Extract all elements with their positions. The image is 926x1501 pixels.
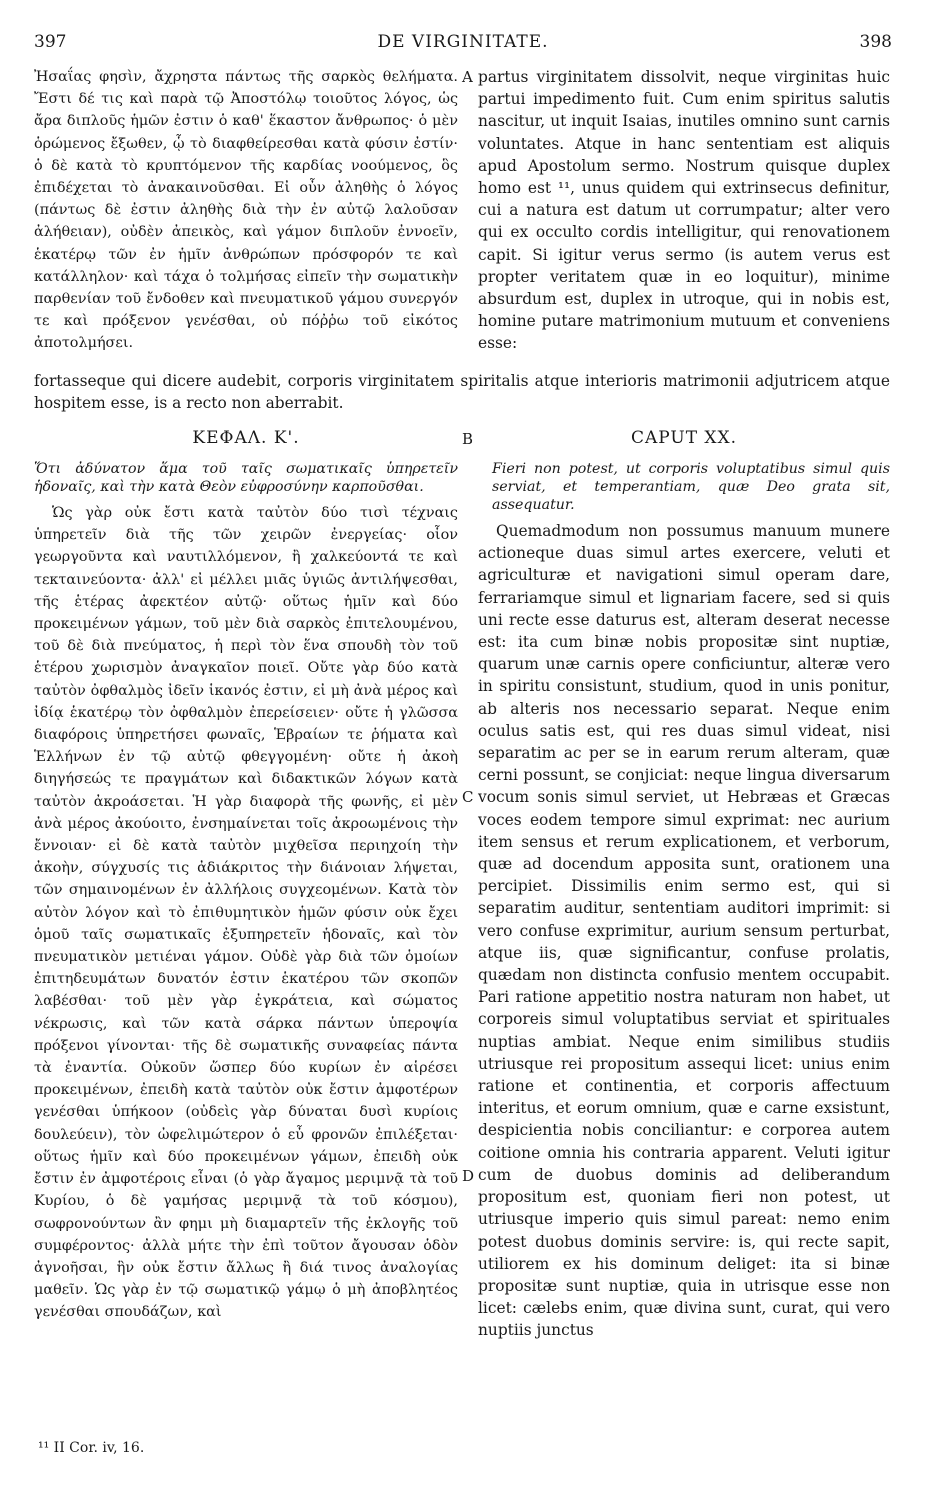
latin-paragraph-top: partus virginitatem dissolvit, neque virginitas huic partui impedimento fuit. Cum enim spiritus salutis nascitur, ut inquit Isaias, inutiles omnino sunt carnis voluntates. Atque in hanc sententiam est aliquis apud Apostolum sermo. Nostrum quisque duplex homo est ¹¹, unus quidem qui extrinsecus definitur, cui a natura est datum ut corrumpatur; alter vero qui ex occulto cordis intelligitur, qui renovationem capit. Si igitur verus sermo (is autem verus est propter veritatem quæ in eo loquitur), minime absurdum est, duplex in utroque, qui in nobis est, homine putare matrimonium mutuum et conveniens esse: bbox=[478, 68, 890, 353]
margin-marker-a: A bbox=[462, 68, 473, 86]
latin-chapter-summary: Fieri non potest, ut corporis voluptatibus simul quis serviat, et temperantiam, quæ Deo grata sit, assequatur. bbox=[492, 461, 890, 513]
greek-paragraph-top: Ἠσαΐας φησὶν, ἄχρηστα πάντως τῆς σαρκὸς θελήματα. Ἔστι δέ τις καὶ παρὰ τῷ Ἀποστόλῳ τοιοῦτος λόγος, ὡς ἄρα διπλοῦς ἡμῶν ἐστιν ὁ καθ' ἕκαστον ἄνθρωπος· ὁ μὲν ὁρώμενος ἔξωθεν, ᾧ τὸ διαφθείρεσθαι κατὰ φύσιν ἐστίν· ὁ δὲ κατὰ τὸ κρυπτόμενον τῆς καρδίας νοούμενος, ὃς ἐπιδέχεται τὸ ἀνακαινοῦσθαι. Εἰ οὖν ἀληθὴς ὁ λόγος (πάντως δὲ ἐστιν ἀληθὴς διὰ τὴν ἐν αὐτῷ λαλοῦσαν ἀλήθειαν), οὐδὲν ἀπεικὸς, καὶ γάμον διπλοῦν ἐννοεῖν, ἑκατέρῳ τῶν ἐν ἡμῖν ἀνθρώπων πρόσφορόν τε καὶ κατάλληλον· καὶ τάχα ὁ τολμήσας εἰπεῖν τὴν σωματικὴν παρθενίαν τοῦ ἔνδοθεν καὶ πνευματικοῦ γάμου συνεργόν τε καὶ πρόξενον γενέσθαι, οὐ πόῤῥω τοῦ εἰκότος ἀποτολμήσει. bbox=[34, 69, 458, 352]
greek-column-top bbox=[34, 66, 458, 368]
greek-chapter-title: ΚΕΦΑΛ. Κ'. bbox=[192, 428, 300, 448]
greek-chapter-summary: Ὅτι ἀδύνατον ἅμα τοῦ ταῖς σωματικαῖς ὑπηρετεῖν ἡδοναῖς, καὶ τὴν κατὰ Θεὸν εὐφροσύνην καρποῦσθαι. bbox=[34, 461, 458, 495]
greek-column-chapter bbox=[34, 460, 458, 1420]
running-title: DE VIRGINITATE. bbox=[377, 32, 549, 52]
left-page-number: 397 bbox=[34, 32, 67, 52]
latin-chapter-title: CAPUT XX. bbox=[630, 428, 738, 448]
right-page-number: 398 bbox=[859, 32, 892, 52]
latin-column-top bbox=[478, 66, 890, 368]
margin-marker-b: B bbox=[462, 430, 474, 448]
full-width-paragraph: fortasseque qui dicere audebit, corporis virginitatem spiritalis atque interioris matrimonii adjutricem atque hospitem esse, is a recto non aberrabit. bbox=[34, 372, 890, 412]
margin-marker-d: D bbox=[462, 1167, 475, 1185]
latin-chapter-body: Quemadmodum non possumus manuum munere actioneque duas simul artes exercere, veluti et agriculturæ et navigationi simul operam dare, ferrariamque simul et lignariam facere, sed si quis uni recte esse daturus est, alteram deserat necesse est: ita cum binæ nobis propositæ sint nuptiæ, quarum unæ carnis opere conficiuntur, alteræ vero in spiritu consistunt, studium, quod in unis ponitur, ab alteris nos necessario separat. Neque enim oculus satis est, qui res duas simul videat, nisi separatim ac per se in earum rerum alteram, quæ cerni possunt, se conjiciat: neque lingua diversarum vocum sonis simul serviet, ut Hebræas et Græcas voces eodem tempore simul exprimat: nec aurium item sensus et rerum explicationem, et verborum, quæ ad docendum apposita sunt, orationem una percipiet. Dissimilis enim sermo est, qui si separatim auditur, sententiam auditori imprimit: si vero confuse exprimitur, aurium sensum perturbat, atque iis, quæ significantur, confuse prolatis, quædam non distincta confusio mentem occupabit. Pari ratione appetitio nostra naturam non habet, ut corporeis simul voluptatibus serviat et spirituales nuptias ambiat. Neque enim similibus studiis utriusque rei propositum assequi licet: unius enim ratione et continentia, et corporis affectuum interitus, et eorum omnium, quæ e carne exsistunt, despicientia nobis conciliantur: e corporea autem coitione omnia his contraria apparent. Veluti igitur cum de duobus dominis ad deliberandum propositum est, quoniam fieri non potest, ut utriusque imperio quis simul pareat: nemo enim potest duobus dominis servire: is, qui recte sapit, utiliorem ex his dominum deliget: ita si binæ propositæ sunt nuptiæ, quia in utrisque esse non licet: cælebs enim, quæ divina sunt, curat, qui vero nuptiis junctus bbox=[478, 522, 890, 1340]
footnote: ¹¹ II Cor. iv, 16. bbox=[38, 1440, 145, 1456]
latin-column-chapter bbox=[478, 460, 890, 1420]
margin-marker-c: C bbox=[462, 788, 474, 806]
running-head bbox=[34, 32, 892, 58]
greek-chapter-body: Ὡς γὰρ οὐκ ἔστι κατὰ ταὐτὸν δύο τισὶ τέχναις ὑπηρετεῖν διὰ τῆς τῶν χειρῶν ἐνεργείας· οἷον γεωργοῦντα καὶ ναυτιλλόμενον, ἢ χαλκεύοντά τε καὶ τεκταινεύοντα· ἀλλ' εἰ μέλλει μιᾶς ὑγιῶς ἀντιλήψεσθαι, τῆς ἑτέρας ἀφεκτέον αὐτῷ· οὕτως ἡμῖν καὶ δύο προκειμένων γάμων, τοῦ μὲν διὰ σαρκὸς ἐπιτελουμένου, τοῦ δὲ διὰ πνεύματος, ἡ περὶ τὸν ἕνα σπουδὴ τὸν τοῦ ἑτέρου χωρισμὸν ἀναγκαῖον ποιεῖ. Οὔτε γὰρ δύο κατὰ ταὐτὸν ὀφθαλμὸς ἰδεῖν ἱκανός ἐστιν, εἰ μὴ ἀνὰ μέρος καὶ ἰδίᾳ ἑκατέρῳ τὸν ὀφθαλμὸν ἐπερείσειεν· οὔτε ἡ γλῶσσα διαφόροις ὑπηρετήσει φωναῖς, Ἑβραίων τε ῥήματα καὶ Ἑλλήνων ἐν τῷ αὐτῷ φθεγγομένη· οὔτε ἡ ἀκοὴ διηγήσεώς τε πραγμάτων καὶ διδακτικῶν λόγων κατὰ ταὐτὸν ἀκροάσεται. Ἡ γὰρ διαφορὰ τῆς φωνῆς, εἰ μὲν ἀνὰ μέρος ἀκούοιτο, ἐνσημαίνεται τοῖς ἀκροωμένοις τὴν ἔννοιαν· εἰ δὲ κατὰ ταὐτὸν μιχθεῖσα περιηχοίη τὴν ἀκοὴν, σύγχυσίς τις ἀδιάκριτος τὴν διάνοιαν λήψεται, τῶν σημαινομένων ἐν ἀλλήλοις συγχεομένων. Κατὰ τὸν αὐτὸν λόγον καὶ τὸ ἐπιθυμητικὸν ἡμῶν φύσιν οὐκ ἔχει ὁμοῦ ταῖς σωματικαῖς ἐξυπηρετεῖν ἡδοναῖς, καὶ τὸν πνευματικὸν μετιέναι γάμον. Οὐδὲ γὰρ διὰ τῶν ὁμοίων ἐπιτηδευμάτων δυνατόν ἐστιν ἑκατέρου τῶν σκοπῶν λαβέσθαι· τοῦ μὲν γὰρ ἐγκράτεια, καὶ σώματος νέκρωσις, καὶ τῶν κατὰ σάρκα πάντων ὑπεροψία πρόξενοι γίνονται· τῆς δὲ σωματικῆς συναφείας πάντα τὰ ἐναντία. Οὐκοῦν ὥσπερ δύο κυρίων ἐν αἱρέσει προκειμένων, ἐπειδὴ κατὰ ταὐτὸν οὐκ ἔστιν ἀμφοτέρων γενέσθαι ὑπήκοον (οὐδεὶς γὰρ δύναται δυσὶ κυρίοις δουλεύειν), τὸν ὠφελιμώτερον ὁ εὖ φρονῶν ἐπιλέξεται· οὕτως ἡμῖν καὶ δύο προκειμένων γάμων, ἐπειδὴ οὐκ ἔστιν ἐν ἀμφοτέροις εἶναι (ὁ γὰρ ἄγαμος μεριμνᾷ τὰ τοῦ Κυρίου, ὁ δὲ γαμήσας μεριμνᾷ τὰ τοῦ κόσμου), σωφρονούντων ἂν φημι μὴ διαμαρτεῖν τῆς ἐκλογῆς τοῦ συμφέροντος· ἀλλὰ μήτε τὴν ἐπὶ τοῦτον ἄγουσαν ὁδὸν ἀγνοῆσαι, ἣν οὐκ ἔστιν ἄλλως ἢ διά τινος ἀναλογίας μαθεῖν. Ὡς γὰρ ἐν τῷ σωματικῷ γάμῳ ὁ μὴ ἀποβλητέος γενέσθαι σπουδάζων, καὶ bbox=[34, 505, 458, 1321]
